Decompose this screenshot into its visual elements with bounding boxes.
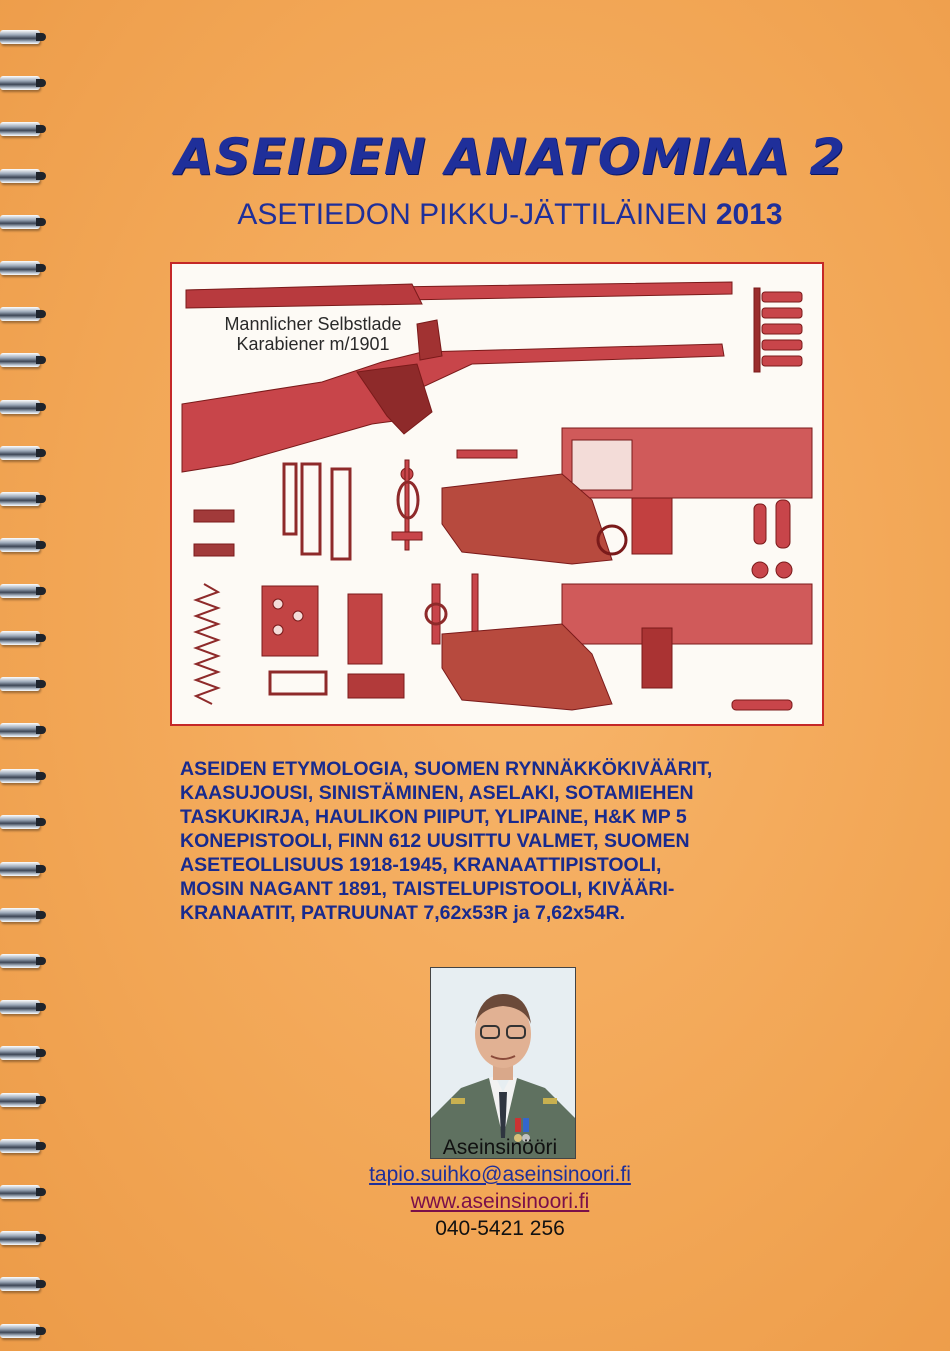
caption-line-1: Mannlicher Selbstlade [224, 314, 402, 334]
website-link[interactable]: www.aseinsinoori.fi [410, 1190, 590, 1213]
rifle-illustration [170, 262, 824, 726]
blurb-line: ASETEOLLISUUS 1918-1945, KRANAATTIPISTOOLI, [180, 854, 662, 876]
spiral-ring [0, 908, 40, 922]
spiral-ring [0, 1046, 40, 1060]
spiral-ring [0, 1324, 40, 1338]
spiral-ring [0, 307, 40, 321]
spiral-ring [0, 400, 40, 414]
contents-blurb [150, 757, 870, 925]
caption-line-2: Karabiener m/1901 [236, 334, 390, 354]
subtitle-main: ASETIEDON PIKKU-JÄTTILÄINEN [237, 198, 716, 231]
blurb-line: KONEPISTOOLI, FINN 612 UUSITTU VALMET, SUOMEN [180, 830, 690, 852]
subtitle-year: 2013 [715, 198, 783, 231]
spiral-ring [0, 76, 40, 90]
spiral-ring [0, 1185, 40, 1199]
spiral-ring [0, 353, 40, 367]
spiral-ring [0, 215, 40, 229]
email-link[interactable]: tapio.suihko@aseinsinoori.fi [369, 1163, 631, 1186]
spiral-ring [0, 723, 40, 737]
spiral-ring [0, 538, 40, 552]
spiral-ring [0, 677, 40, 691]
spiral-ring [0, 30, 40, 44]
spiral-ring [0, 492, 40, 506]
author-photo [430, 967, 576, 1159]
author-contact [300, 1134, 700, 1242]
spiral-ring [0, 815, 40, 829]
blurb-line: MOSIN NAGANT 1891, TAISTELUPISTOOLI, KIVÄÄRI- [180, 878, 675, 900]
spiral-ring [0, 446, 40, 460]
spiral-ring [0, 1139, 40, 1153]
blurb-line: ASEIDEN ETYMOLOGIA, SUOMEN RYNNÄKKÖKIVÄÄRIT, [180, 758, 713, 780]
blurb-line: TASKUKIRJA, HAULIKON PIIPUT, YLIPAINE, H&K MP 5 [180, 806, 687, 828]
spiral-binding [0, 0, 50, 1351]
spiral-ring [0, 631, 40, 645]
author-portrait [431, 968, 575, 1158]
blurb-line: KRANAATIT, PATRUUNAT 7,62x53R ja 7,62x54R. [180, 902, 626, 924]
spiral-ring [0, 122, 40, 136]
author-role: Aseinsinööri [442, 1136, 558, 1159]
illustration-caption [198, 314, 428, 354]
spiral-ring [0, 1231, 40, 1245]
spiral-ring [0, 862, 40, 876]
spiral-ring [0, 169, 40, 183]
spiral-ring [0, 1277, 40, 1291]
blurb-line: KAASUJOUSI, SINISTÄMINEN, ASELAKI, SOTAMIEHEN [180, 782, 694, 804]
spiral-ring [0, 954, 40, 968]
spiral-ring [0, 1093, 40, 1107]
spiral-ring [0, 769, 40, 783]
spiral-ring [0, 584, 40, 598]
spiral-ring [0, 1000, 40, 1014]
phone-number: 040-5421 256 [435, 1217, 565, 1240]
book-title: ASEIDEN ANATOMIAA 2 [174, 128, 846, 186]
book-subtitle [150, 198, 870, 232]
spiral-ring [0, 261, 40, 275]
